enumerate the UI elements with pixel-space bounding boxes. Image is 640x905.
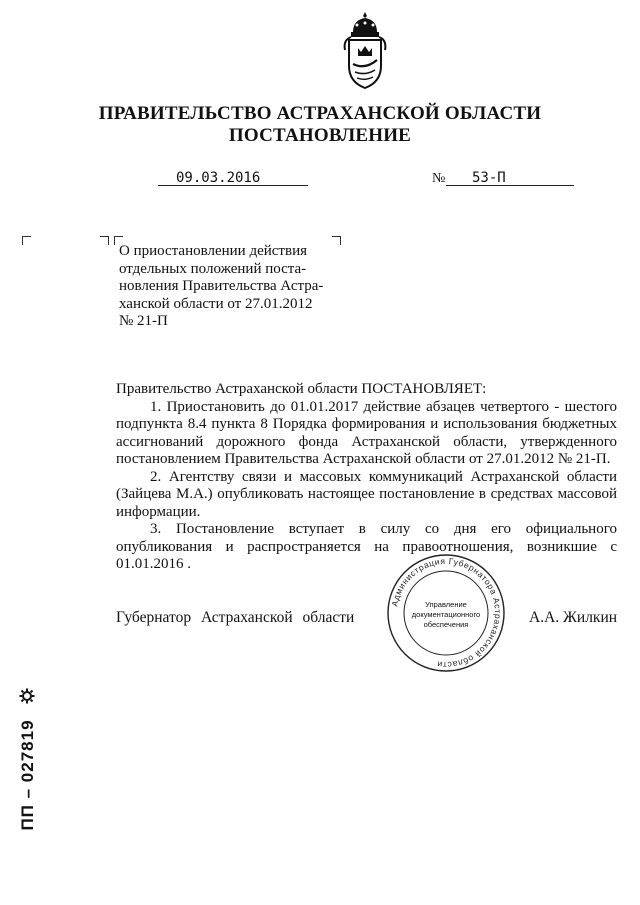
- stamp-center-line: обеспечения: [423, 620, 469, 629]
- preamble: Правительство Астраханской области ПОСТАНОВЛЯЕТ:: [116, 381, 487, 397]
- coat-of-arms-emblem: [339, 10, 391, 90]
- stamp-center-text: [405, 600, 487, 630]
- left-margin-corner: [22, 236, 31, 245]
- subject-line: № 21-П: [119, 313, 168, 330]
- document-number: 53-П: [472, 170, 506, 186]
- number-prefix: №: [432, 171, 446, 186]
- registry-code-text: ПП – 027819: [18, 719, 37, 831]
- subject-line: отдельных положений поста-: [119, 260, 307, 277]
- signatory-name: А.А. Жилкин: [529, 609, 618, 626]
- document-body: [116, 381, 617, 574]
- clause-3: 3. Постановление вступает в силу со дня его официального опубликования и распространяется на правоотношения, возникшие с 01.01.2016 .: [116, 521, 617, 572]
- subject-line: О приостановлении действия: [119, 243, 307, 259]
- subject-line: новления Правительства Астра-: [119, 278, 324, 295]
- document-authority-title: ПРАВИТЕЛЬСТВО АСТРАХАНСКОЙ ОБЛАСТИ: [98, 103, 542, 124]
- signatory-position: Губернатор Астраханской области: [116, 609, 355, 626]
- date-underline: [158, 185, 308, 186]
- clause-2: 2. Агентству связи и массовых коммуникаций Астраханской области (Зайцева М.А.) опубликовать настоящее постановление в средствах массовой информации.: [116, 468, 617, 520]
- stamp-ring-text: Администрация Губернатора Астраханской области: [389, 555, 504, 671]
- clause-1: 1. Приостановить до 01.01.2017 действие абзацев четвертого - шестого подпункта 8.4 пункта 8 Порядка формирования и использования бюджетных ассигнований дорожного фонда Астраханской области, утвержденного постановлением Правительства Астраханской области от 27.01.2012 № 21-П.: [116, 398, 617, 467]
- stamp-center-line: документационного: [411, 610, 481, 619]
- subject-line: ханской области от 27.01.2012: [119, 295, 313, 312]
- document-type-title: ПОСТАНОВЛЕНИЕ: [228, 125, 412, 146]
- document-date: 09.03.2016: [176, 170, 261, 186]
- stamp-center-line: Управление: [425, 600, 467, 609]
- registry-code: [8, 700, 48, 850]
- number-underline: [446, 185, 574, 186]
- subject-corner-top-left-outer: [100, 236, 109, 245]
- document-subject: [119, 243, 335, 331]
